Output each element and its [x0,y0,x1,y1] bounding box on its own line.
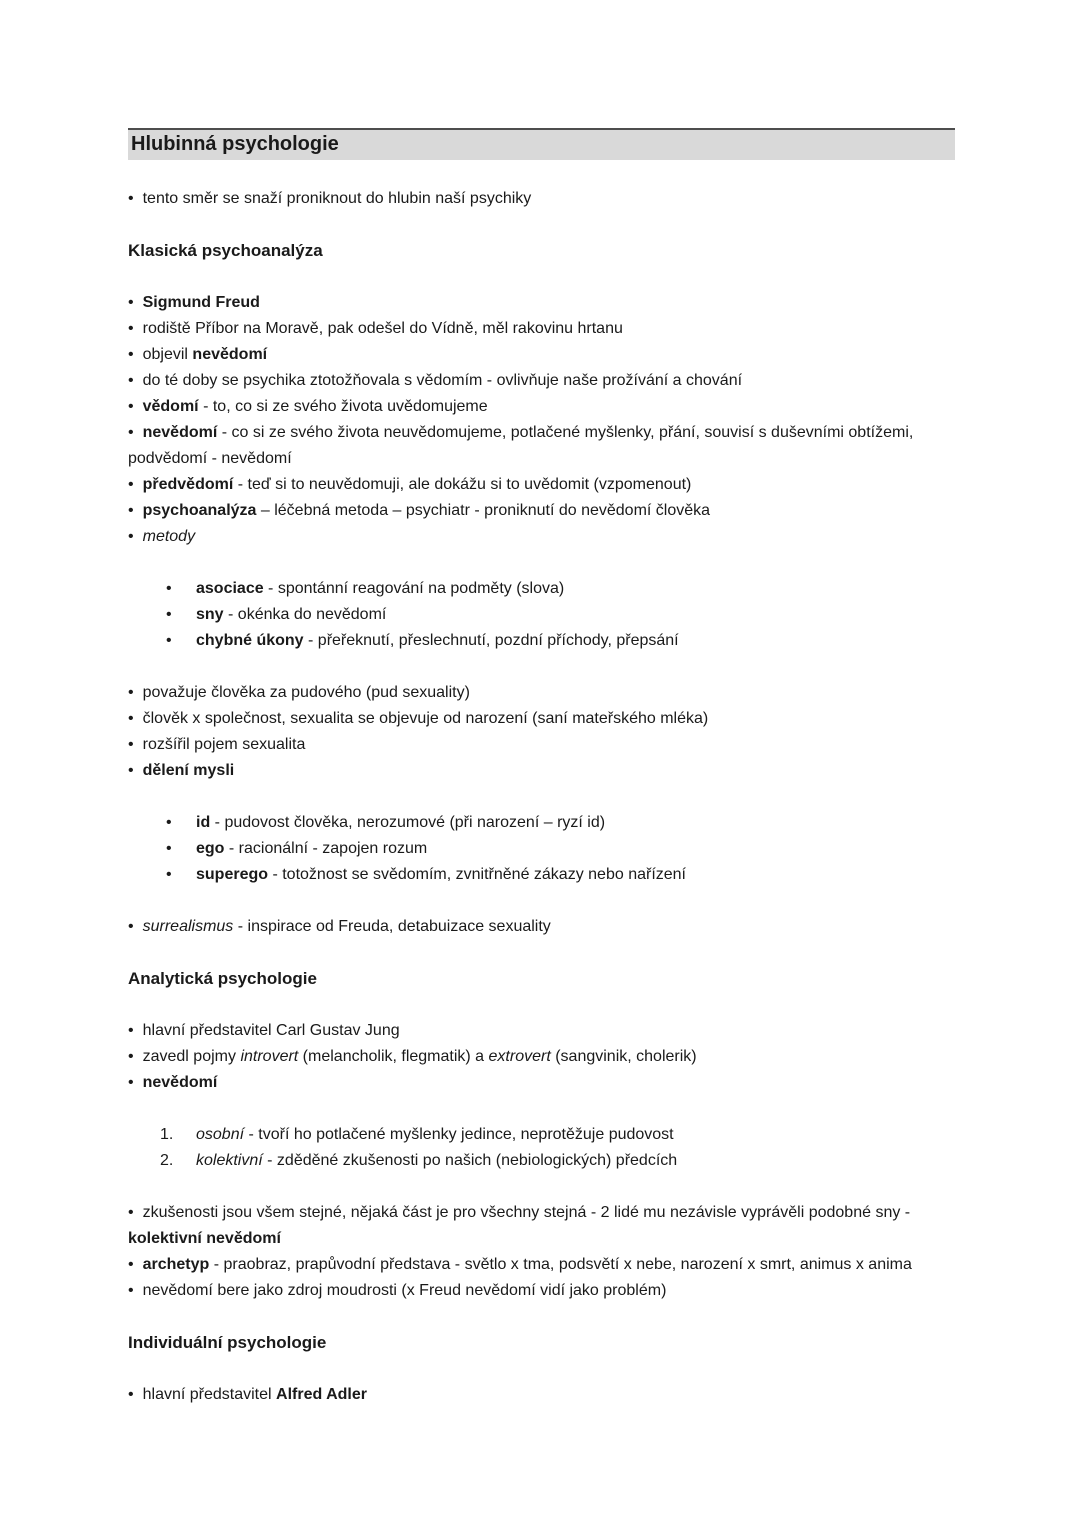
list-item-text [143,476,692,493]
list-item [128,1122,955,1148]
section-heading: Individuální psychologie [128,1333,327,1352]
text-segment: extrovert [488,1048,551,1065]
text-segment: považuje člověka za pudového (pud sexuality) [142,684,470,701]
bullet-marker: • [128,190,134,207]
bullet-marker: • [128,320,134,337]
text-segment: superego [196,866,269,883]
sub-bullet-list [128,810,955,888]
text-segment: osobní [196,1126,245,1143]
list-item-text [196,862,686,888]
text-segment: nevědomí [142,1074,218,1091]
bullet-list [128,1200,955,1304]
list-item-text [143,762,235,779]
list-item-text [196,1122,674,1148]
bullet-marker: • [166,632,172,649]
text-segment: sny [196,606,224,623]
list-item-text [143,918,551,935]
list-item [128,628,955,654]
text-segment: psychoanalýza [142,502,257,519]
text-segment: (melancholik, flegmatik) a [298,1048,489,1065]
list-item-text [143,1282,667,1299]
bullet-marker: • [128,1256,134,1273]
text-segment: (sangvinik, cholerik) [550,1048,697,1065]
text-segment: - praobraz, prapůvodní představa - světlo x tma, podsvětí x nebe, narození x smrt, animus x anima [209,1256,912,1273]
number-marker: 2. [160,1152,174,1169]
list-item [128,1018,955,1044]
bullet-marker: • [128,372,134,389]
bullet-marker: • [166,606,172,623]
list-item [128,1044,955,1070]
text-segment: kolektivní [196,1152,263,1169]
list-item-text [143,294,260,311]
list-item [128,498,955,524]
text-segment: zavedl pojmy [142,1048,241,1065]
list-item [128,680,955,706]
bullet-marker: • [128,918,134,935]
list-item-text [143,1256,912,1273]
document-title: Hlubinná psychologie [131,133,339,155]
text-segment: - okénka do nevědomí [223,606,387,623]
text-segment: zkušenosti jsou všem stejné, nějaká část je pro všechny stejná - 2 lidé mu nezávisle vyprávěli podobné sny - [142,1204,911,1221]
list-item [128,290,955,316]
text-segment: - to, co si ze svého života uvědomujeme [198,398,488,415]
bullet-list [128,914,955,940]
text-segment: vědomí [142,398,199,415]
bullet-marker: • [166,840,172,857]
text-segment: objevil [142,346,193,363]
text-segment: chybné úkony [196,632,304,649]
text-segment: Alfred Adler [276,1386,367,1403]
list-item-text [143,502,710,519]
bullet-marker: • [128,294,134,311]
list-item [128,342,955,368]
list-item-text [128,1204,910,1247]
text-segment: - přeřeknutí, přeslechnutí, pozdní příchody, přepsání [303,632,679,649]
list-item [128,602,955,628]
text-segment: tento směr se snaží proniknout do hlubin naší psychiky [142,190,532,207]
text-segment: rozšířil pojem sexualita [142,736,306,753]
text-segment: - co si ze svého života neuvědomujeme, potlačené myšlenky, přání, souvisí s duševními obtížemi, podvědomí - nevědomí [128,424,914,467]
bullet-marker: • [166,814,172,831]
text-segment: - pudovost člověka, nerozumové (při narození – ryzí id) [210,814,606,831]
text-segment: id [196,814,211,831]
list-item [128,758,955,784]
text-segment: - tvoří ho potlačené myšlenky jedince, neprotěžuje pudovost [244,1126,674,1143]
text-segment: archetyp [142,1256,210,1273]
bullet-marker: • [128,736,134,753]
text-segment: hlavní představitel Carl Gustav Jung [142,1022,400,1039]
list-item [128,186,955,212]
list-item-text [196,1148,677,1174]
list-item-text [196,628,679,654]
list-item-text [143,346,268,363]
text-segment: nevědomí bere jako zdroj moudrosti (x Freud nevědomí vidí jako problém) [142,1282,667,1299]
document-body [128,186,955,1408]
list-item [128,576,955,602]
list-item-text [143,684,470,701]
list-item [128,472,955,498]
list-item [128,1382,955,1408]
text-segment: – léčebná metoda – psychiatr - proniknutí do nevědomí člověka [256,502,711,519]
sub-bullet-list [128,576,955,654]
text-segment: hlavní představitel [142,1386,277,1403]
list-item-text [143,1074,218,1091]
bullet-marker: • [128,424,134,441]
bullet-marker: • [128,1386,134,1403]
list-item-text [143,736,306,753]
list-item [128,732,955,758]
list-item [128,862,955,888]
bullet-list [128,1018,955,1096]
bullet-marker: • [128,1022,134,1039]
numbered-list [128,1122,955,1174]
text-segment: - teď si to neuvědomuji, ale dokážu si to uvědomit (vzpomenout) [233,476,692,493]
text-segment: předvědomí [142,476,234,493]
list-item-text [143,710,709,727]
text-segment: - racionální - zapojen rozum [224,840,428,857]
text-segment: nevědomí [192,346,268,363]
text-segment: - zděděné zkušenosti po našich (nebiologických) předcích [262,1152,678,1169]
text-segment: - totožnost se svědomím, zvnitřněné zákazy nebo nařízení [268,866,686,883]
list-item [128,1148,955,1174]
list-item [128,836,955,862]
list-item-text [128,424,913,467]
number-marker: 1. [160,1126,174,1143]
list-item-text [143,190,532,207]
list-item-text [196,810,605,836]
list-item [128,706,955,732]
text-segment: nevědomí [142,424,218,441]
list-item-text [143,1048,697,1065]
list-item-text [143,372,742,389]
bullet-marker: • [128,528,134,545]
bullet-marker: • [128,762,134,779]
text-segment: Sigmund Freud [142,294,260,311]
bullet-marker: • [128,1074,134,1091]
list-item [128,1278,955,1304]
text-segment: metody [142,528,196,545]
text-segment: surrealismus [142,918,234,935]
list-item-text [143,1022,400,1039]
list-item-text [143,398,488,415]
bullet-list [128,1382,955,1408]
list-item [128,394,955,420]
bullet-list [128,680,955,784]
text-segment: člověk x společnost, sexualita se objevuje od narození (saní mateřského mléka) [142,710,709,727]
list-item-text [143,320,623,337]
section-heading: Analytická psychologie [128,969,317,988]
list-item-text [196,602,386,628]
list-item [128,1070,955,1096]
bullet-marker: • [128,684,134,701]
bullet-list [128,186,955,212]
bullet-marker: • [128,502,134,519]
list-item [128,1200,955,1252]
list-item [128,524,955,550]
text-segment: - inspirace od Freuda, detabuizace sexuality [233,918,551,935]
list-item-text [143,528,195,545]
text-segment: dělení mysli [142,762,235,779]
bullet-marker: • [128,1048,134,1065]
bullet-marker: • [128,1204,134,1221]
text-segment: asociace [196,580,264,597]
list-item [128,914,955,940]
bullet-marker: • [128,476,134,493]
bullet-list [128,290,955,550]
list-item-text [143,1386,367,1403]
text-segment: introvert [240,1048,299,1065]
text-segment: rodiště Příbor na Moravě, pak odešel do Vídně, měl rakovinu hrtanu [142,320,623,337]
list-item [128,1252,955,1278]
bullet-marker: • [128,346,134,363]
text-segment: kolektivní nevědomí [128,1230,281,1247]
section-heading: Klasická psychoanalýza [128,241,323,260]
text-segment: - spontánní reagování na podměty (slova) [263,580,565,597]
list-item [128,420,955,472]
text-segment: ego [196,840,225,857]
list-item-text [196,836,427,862]
bullet-marker: • [166,866,172,883]
list-item [128,810,955,836]
list-item-text [196,576,564,602]
bullet-marker: • [128,398,134,415]
bullet-marker: • [128,1282,134,1299]
bullet-marker: • [166,580,172,597]
text-segment: do té doby se psychika ztotožňovala s vědomím - ovlivňuje naše prožívání a chování [142,372,743,389]
list-item [128,368,955,394]
bullet-marker: • [128,710,134,727]
list-item [128,316,955,342]
document-title-bar [128,128,955,160]
